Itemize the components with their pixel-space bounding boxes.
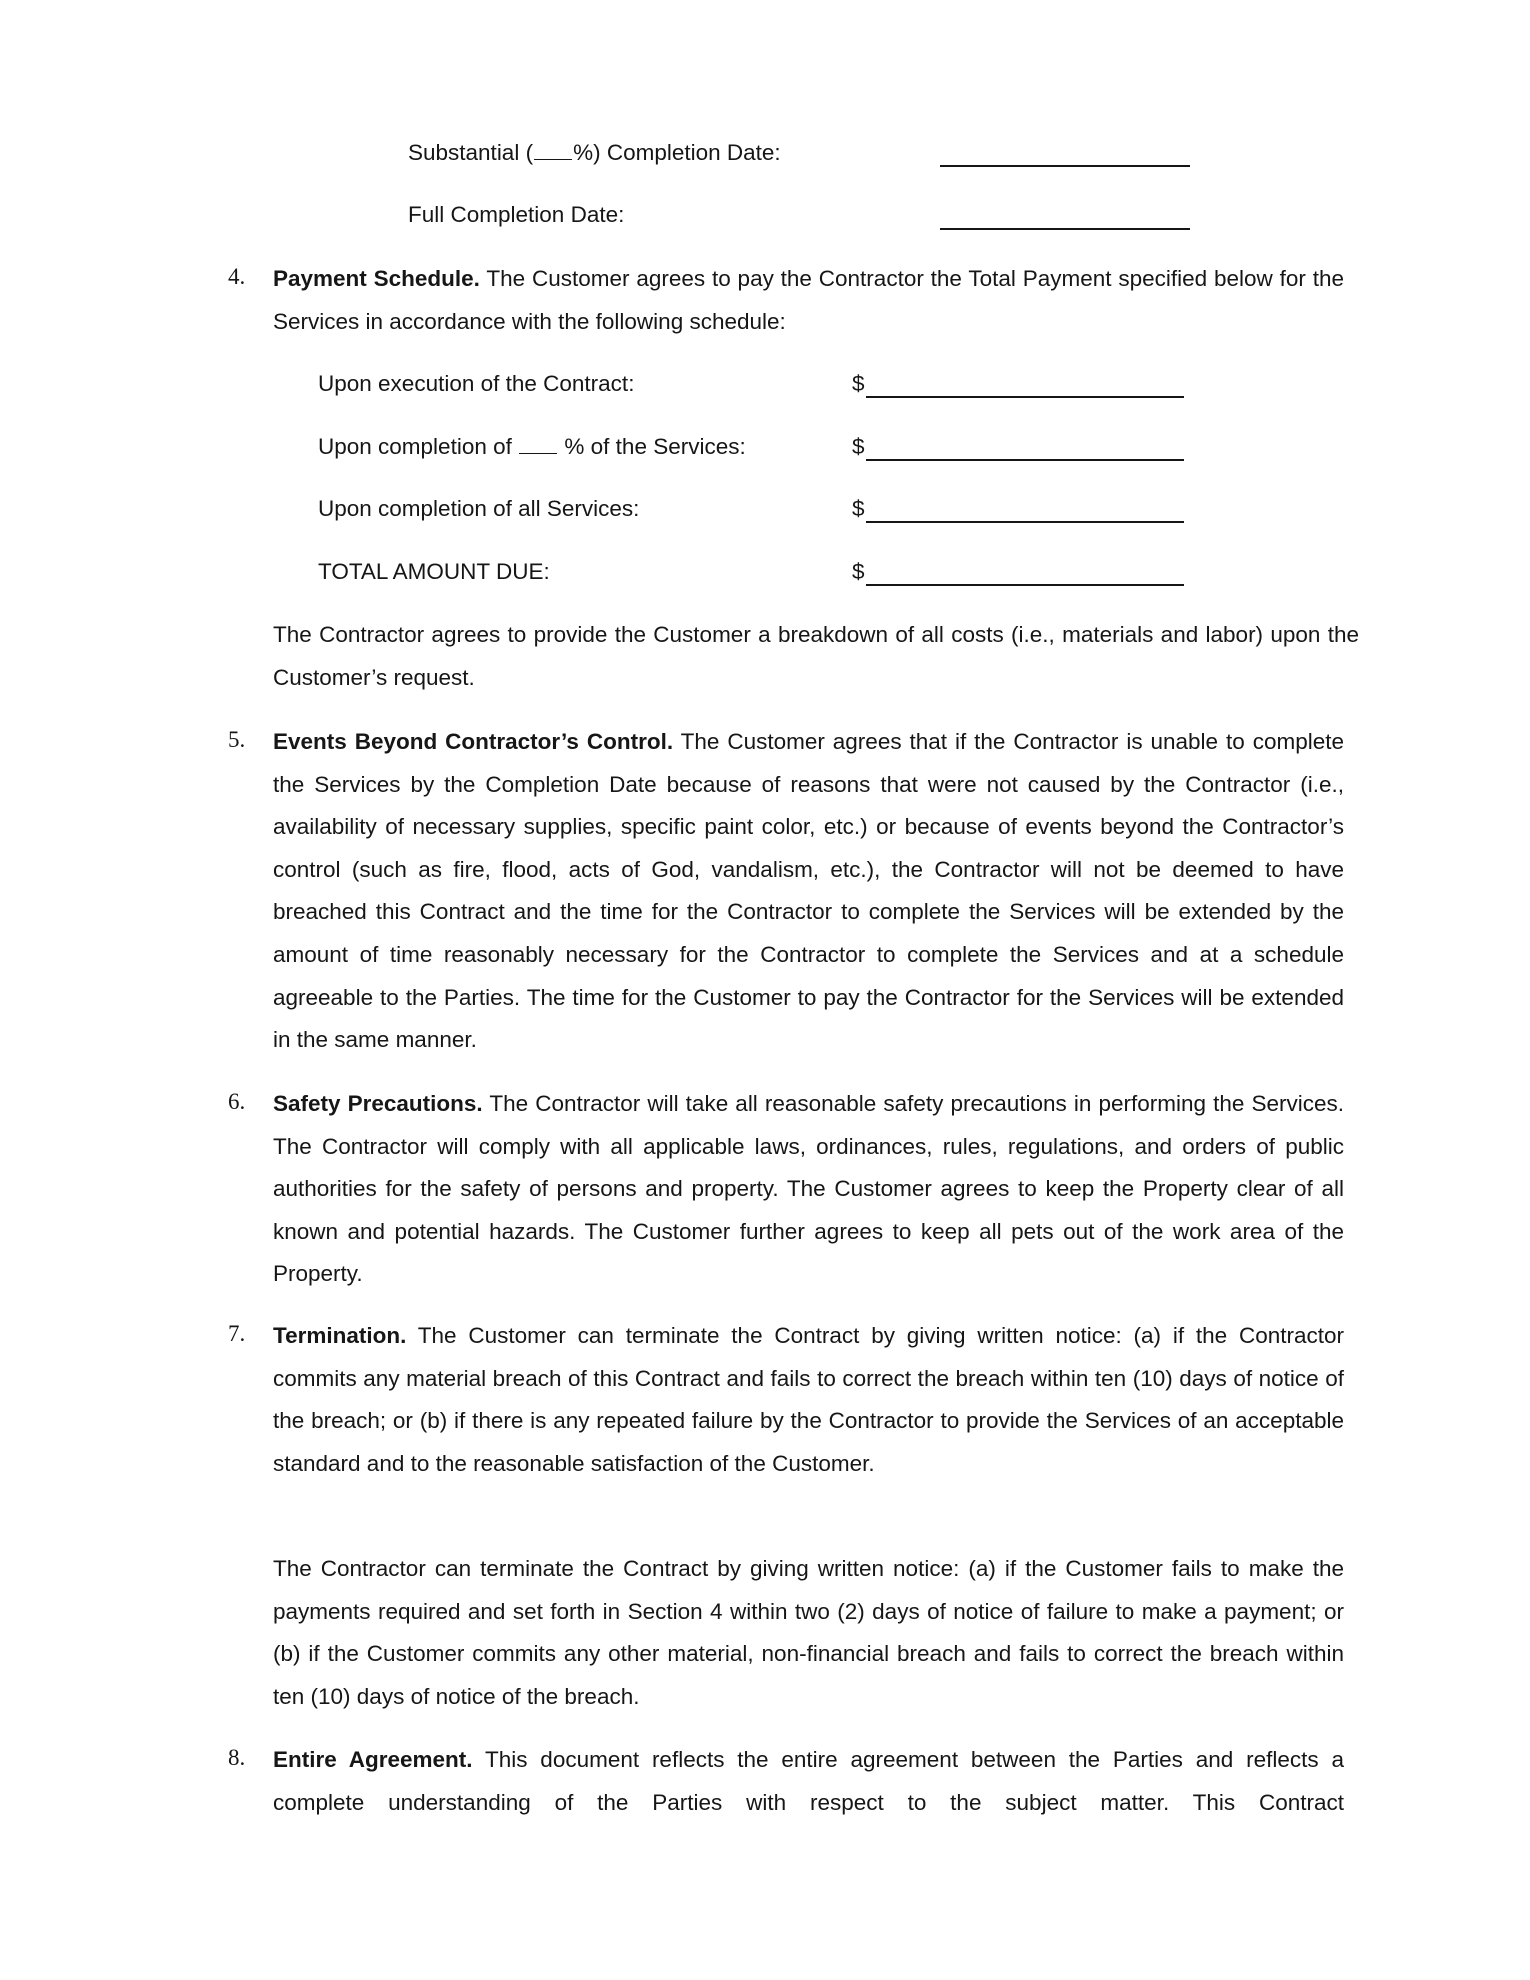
payment-row-total-line[interactable] bbox=[866, 584, 1184, 586]
section-4-heading: Payment Schedule. bbox=[273, 266, 480, 291]
section-4-body: The Customer agrees to pay the Contractor the Total Payment specified below for the Services in accordance with the following schedule: bbox=[273, 266, 1344, 334]
section-5-body: The Customer agrees that if the Contractor is unable to complete the Services by the Completion Date because of reasons that were not caused by the Contractor (i.e., availability of necessary supplies, specific paint color, etc.) or because of events beyond the Contractor’s control (such as fire, flood, acts of God, vandalism, etc.), the Contractor will not be deemed to have breached this Contract and the time for the Contractor to complete the Services will be extended by the amount of time reasonably necessary for the Contractor to complete the Services and at a schedule agreeable to the Parties. The time for the Customer to pay the Contractor for the Services will be extended in the same manner. bbox=[273, 729, 1344, 1053]
section-7-number: 7. bbox=[228, 1321, 246, 1346]
section-6-number: 6. bbox=[228, 1089, 246, 1114]
section-7-body: The Customer can terminate the Contract by giving written notice: (a) if the Contractor commits any material breach of this Contract and fails to correct the breach within ten (10) days of notice of the breach; or (b) if there is any repeated failure by the Contractor to provide the Services of an acceptable standard and to the reasonable satisfaction of the Customer. bbox=[273, 1323, 1344, 1476]
payment-row-execution-label: Upon execution of the Contract: bbox=[318, 371, 635, 396]
substantial-completion-date-line[interactable] bbox=[940, 165, 1190, 167]
section-7-paragraph bbox=[273, 1315, 1344, 1485]
substantial-percent-blank[interactable] bbox=[534, 141, 572, 160]
full-completion-label: Full Completion Date: bbox=[408, 202, 625, 227]
payment-row-total-currency: $ bbox=[852, 559, 865, 584]
section-4-paragraph bbox=[273, 258, 1344, 343]
section-8-body: This document reflects the entire agreement between the Parties and reflects a complete understanding of the Parties with respect to the subject matter. This Contract bbox=[273, 1747, 1344, 1815]
payment-row-partial-line[interactable] bbox=[866, 459, 1184, 461]
section-5-paragraph bbox=[273, 721, 1344, 1062]
payment-row-execution-line[interactable] bbox=[866, 396, 1184, 398]
payment-partial-percent-blank[interactable] bbox=[519, 435, 557, 454]
section-7-paragraph-2: The Contractor can terminate the Contract by giving written notice: (a) if the Customer fails to make the payments required and set forth in Section 4 within two (2) days of notice of failure to make a payment; or (b) if the Customer commits any other material, non-financial breach and fails to correct the breach within ten (10) days of notice of the breach. bbox=[273, 1556, 1344, 1709]
payment-row-all-line[interactable] bbox=[866, 521, 1184, 523]
substantial-completion-label: Substantial ( %) Completion Date: bbox=[408, 140, 781, 165]
section-6-body: The Contractor will take all reasonable safety precautions in performing the Services. The Contractor will comply with all applicable laws, ordinances, rules, regulations, and orders of public authorities for the safety of persons and property. The Customer agrees to keep the Property clear of all known and potential hazards. The Customer further agrees to keep all pets out of the work area of the Property. bbox=[273, 1091, 1344, 1287]
section-4-number: 4. bbox=[228, 264, 246, 289]
section-8-number: 8. bbox=[228, 1745, 246, 1770]
full-completion-date-line[interactable] bbox=[940, 228, 1190, 230]
payment-row-partial-label: Upon completion of % of the Services: bbox=[318, 434, 746, 459]
payment-row-all-currency: $ bbox=[852, 496, 865, 521]
payment-row-all-label: Upon completion of all Services: bbox=[318, 496, 640, 521]
section-8-heading: Entire Agreement. bbox=[273, 1747, 473, 1772]
section-5-heading: Events Beyond Contractor’s Control. bbox=[273, 729, 674, 754]
section-6-heading: Safety Precautions. bbox=[273, 1091, 483, 1116]
payment-row-execution-currency: $ bbox=[852, 371, 865, 396]
section-6-paragraph bbox=[273, 1083, 1344, 1296]
payment-row-partial-currency: $ bbox=[852, 434, 865, 459]
section-5-number: 5. bbox=[228, 727, 246, 752]
payment-row-total-label: TOTAL AMOUNT DUE: bbox=[318, 559, 550, 584]
section-7-heading: Termination. bbox=[273, 1323, 407, 1348]
section-4-note: The Contractor agrees to provide the Customer a breakdown of all costs (i.e., materials and labor) upon the Customer’s request. bbox=[273, 622, 1359, 690]
section-8-paragraph bbox=[273, 1739, 1344, 1824]
